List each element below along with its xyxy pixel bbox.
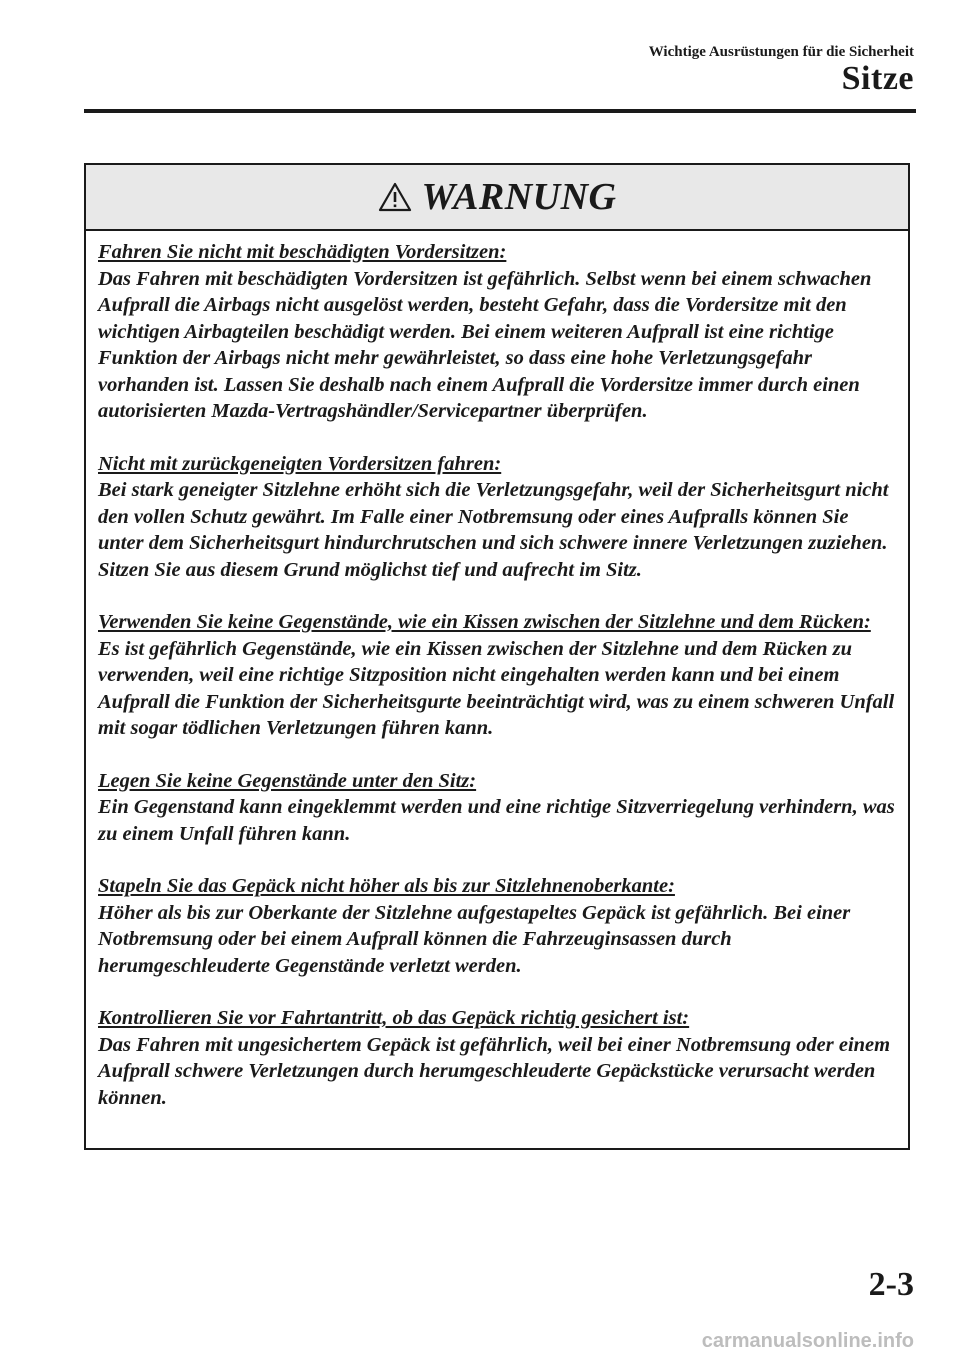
warning-item-heading: Stapeln Sie das Gepäck nicht höher als bis zur Sitzlehnenoberkante: <box>98 875 675 897</box>
warning-item-text: Höher als bis zur Oberkante der Sitzlehne aufgestapeltes Gepäck ist gefährlich. Bei einer Notbremsung oder bei einem Aufprall können die Fahrzeuginsassen durch herumgeschleuderte Gegenstände verletzt werden. <box>98 901 851 977</box>
warning-item <box>98 1005 896 1111</box>
warning-title: WARNUNG <box>421 176 617 218</box>
warning-item-heading: Nicht mit zurückgeneigten Vordersitzen fahren: <box>98 452 502 475</box>
watermark: carmanualsonline.info <box>701 1330 914 1352</box>
warning-item-heading: Fahren Sie nicht mit beschädigten Vordersitzen: <box>98 241 507 263</box>
warning-item <box>98 768 896 848</box>
warning-item <box>98 239 896 425</box>
warning-triangle-icon <box>378 182 412 212</box>
warning-item-heading: Legen Sie keine Gegenstände unter den Sitz: <box>98 769 477 792</box>
warning-item-text: Das Fahren mit beschädigten Vordersitzen ist gefährlich. Selbst wenn bei einem schwachen Aufprall die Airbags nicht ausgelöst werden, besteht Gefahr, dass die Vordersitze mit den wichtigen Airbagteilen beschädigt werden. Bei einem weiteren Aufprall ist eine richtige Funktion der Airbags nicht mehr gewährleistet, so dass eine hohe Verletzungsgefahr vorhanden ist. Lassen Sie deshalb nach einem Aufprall die Vordersitze immer durch einen autorisierten Mazda-Vertragshändler/Servicepartner überprüfen. <box>98 267 872 422</box>
warning-box <box>84 163 910 1150</box>
warning-header <box>86 165 908 231</box>
warning-item-text: Das Fahren mit ungesichertem Gepäck ist gefährlich, weil bei einer Notbremsung oder einem Aufprall schwere Verletzungen durch herumgeschleuderte Gepäckstücke verursacht werden können. <box>98 1033 891 1109</box>
page-number: 2-3 <box>868 1266 914 1303</box>
warning-item-text: Bei stark geneigter Sitzlehne erhöht sich die Verletzungsgefahr, weil der Sicherheitsgurt nicht den vollen Schutz gewährt. Im Falle einer Notbremsung oder eines Aufpralls können Sie unter dem Sicherheitsgurt hindurchrutschen und sich schwere innere Verletzungen zuziehen. Sitzen Sie aus diesem Grund möglichst tief und aufrecht im Sitz. <box>98 479 889 581</box>
warning-body <box>86 231 908 1111</box>
warning-item-heading: Kontrollieren Sie vor Fahrtantritt, ob das Gepäck richtig gesichert ist: <box>98 1007 690 1029</box>
header-rule <box>84 109 916 113</box>
warning-item <box>98 609 896 742</box>
page-title: Sitze <box>841 60 914 97</box>
warning-item-text: Ein Gegenstand kann eingeklemmt werden und eine richtige Sitzverriegelung verhindern, was zu einem Unfall führen kann. <box>98 796 895 845</box>
warning-item <box>98 451 896 584</box>
warning-item-heading: Verwenden Sie keine Gegenstände, wie ein Kissen zwischen der Sitzlehne und dem Rücken: <box>98 611 871 633</box>
section-header: Wichtige Ausrüstungen für die Sicherheit <box>648 44 914 60</box>
warning-item <box>98 873 896 979</box>
warning-item-text: Es ist gefährlich Gegenstände, wie ein Kissen zwischen der Sitzlehne und dem Rücken zu verwenden, weil eine richtige Sitzposition nicht eingehalten werden kann und bei einem Aufprall die Funktion der Sicherheitsgurte beeinträchtigt wird, was zu einem schweren Unfall mit sogar tödlichen Verletzungen führen kann. <box>98 637 895 739</box>
